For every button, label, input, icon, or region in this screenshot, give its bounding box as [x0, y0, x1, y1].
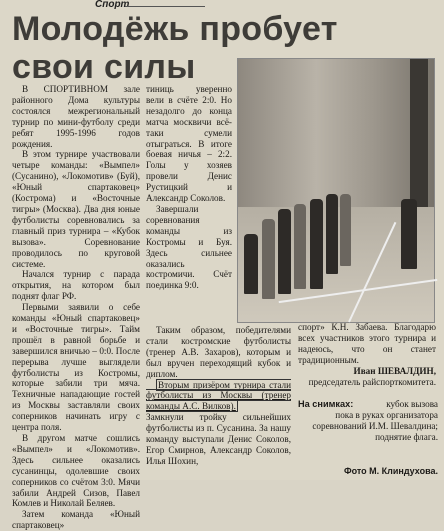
paragraph-winners: Таким образом, победителями стали костромские футболисты (тренер А.В. Захаров), которым и был вручен переходящий кубок и диплом.: [146, 325, 291, 379]
headline-line-1: Молодёжь пробует: [12, 10, 338, 48]
paragraph-continued: Затем команда «Юный спартаковец»: [12, 509, 140, 531]
closing-text: спорт» К.Н. Забаева. Благодарю всех участников этого турнира и надеюсь, что он станет традиционным.: [298, 322, 436, 365]
author-role: председатель райспорткомитета.: [308, 376, 436, 387]
photo-person: [278, 209, 291, 294]
photo-person: [294, 204, 306, 289]
photo-credit: Фото М. Клиндухова.: [343, 466, 438, 476]
paragraph-first-match: Первыми заявили о себе команды «Юный спартаковец» и «Восточные тигры». Тайм прошёл в равной борьбе и завершился вничью – 0:0. После перерыва лучше выглядели футболисты из Костромы, которые забили три мяча. Техничные нападающие гостей из Москвы заставляли своих соперников начинать игру с центра поля.: [12, 302, 140, 433]
author-name: Иван ШЕВАЛДИН,: [353, 366, 436, 376]
article-photo: [237, 58, 435, 323]
photo-person: [340, 194, 351, 266]
paragraph-final-match: Завершали соревнования команды из Костромы и Буя. Здесь сильнее оказались костромичи. Счёт поединка 9:0.: [146, 203, 232, 291]
headline-line-2: свои силы: [12, 48, 196, 86]
article-column-1: [12, 84, 140, 531]
photo-caption: [298, 399, 438, 443]
article-column-3: [146, 325, 291, 480]
photo-window: [410, 59, 428, 209]
section-rubric: Спорт: [95, 0, 165, 10]
photo-person: [326, 194, 338, 274]
photo-person: [244, 234, 258, 294]
photo-person: [262, 219, 275, 299]
paragraph-third-place: Замкнули тройку сильнейших футболисты из п. Сусанина. За нашу команду выступали Денис Соколов, Егор Смирнов, Александр Соколов, Илья Шохин,: [146, 412, 291, 466]
article-column-2: [146, 84, 232, 324]
highlight-second-place: Вторым призёром турнира стали футболисты из Москвы (тренер команды А.С. Вилков).: [146, 379, 291, 412]
photo-wall: [238, 59, 434, 209]
paragraph-draw: тиниць уверенно вели в счёте 2:0. Но незадолго до конца матча москвичи всё-таки сумели отыграться. В итоге боевая ничья – 2:2. Голы у хозяев провели Денис Рустицкий и Александр Соколов.: [146, 84, 232, 204]
paragraph-second-place: [146, 380, 291, 413]
paragraph-teams: В этом турнире участвовали четыре команды: «Вымпел» (Сусанино), «Локомотив» (Буй), «Юный спартаковец» (Кострома) и «Восточные тигры» (Москва). Два дня юные футболисты соревновались за главный приз турнира – «Кубок вызова». Соревнование проводилось по круговой системе.: [12, 149, 140, 269]
photo-caption-label: На снимках:: [298, 399, 354, 409]
author-signature: [298, 366, 436, 388]
photo-caption-text: кубок вызова пока в руках организатора соревнований И.М. Шевалдина; поднятие флага.: [312, 399, 438, 442]
paragraph-intro: В СПОРТИВНОМ зале районного Дома культуры состоялся межрегиональный турнир по мини-футболу среди ребят 1995-1996 годов рождения.: [12, 84, 140, 149]
photo-person: [401, 199, 417, 269]
photo-person: [310, 199, 323, 289]
paragraph-second-match: В другом матче сошлись «Вымпел» и «Локомотив». Здесь сильнее оказались сусанинцы, одолевшие своих соперников со счётом 3:0. Мячи забили Андрей Сизов, Павел Комлев и Николай Беляев.: [12, 433, 140, 509]
paragraph-opening: Начался турнир с парада открытия, на котором был поднят флаг РФ.: [12, 269, 140, 302]
